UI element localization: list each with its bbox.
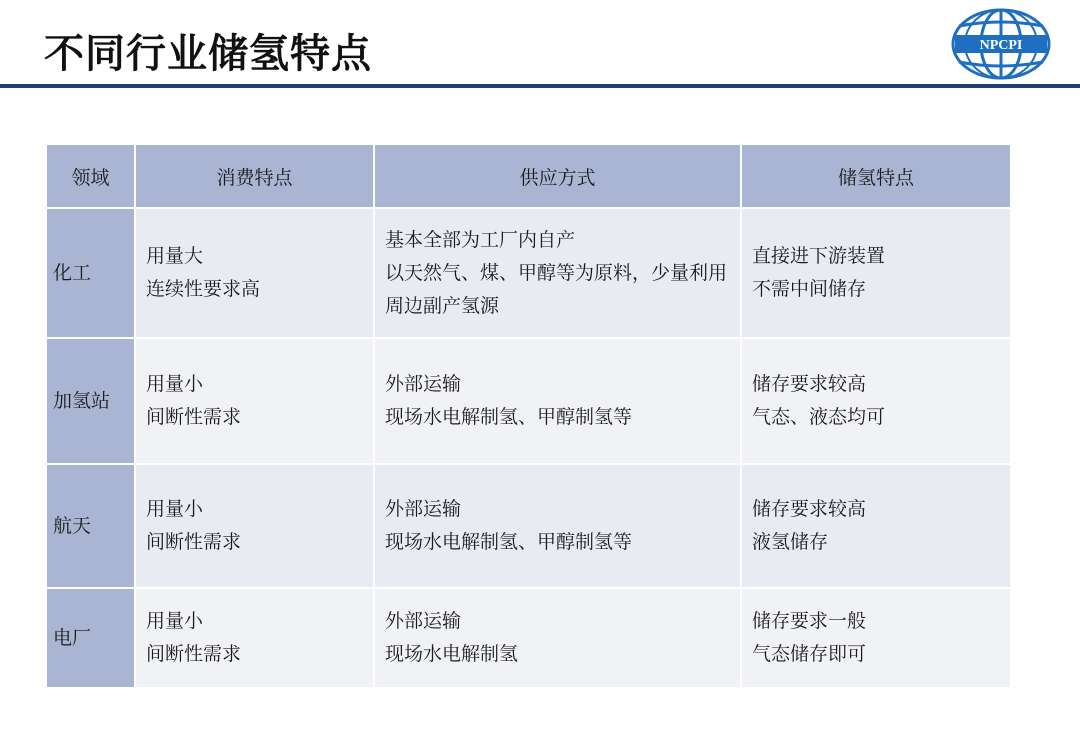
table-header-row	[46, 144, 1011, 208]
row-domain: 航天	[46, 464, 135, 588]
row-storage	[741, 338, 1011, 464]
cell-line: 以天然气、煤、甲醇等为原料，少量利用周边副产氢源	[385, 261, 728, 317]
cell-line: 气态、液态均可	[752, 406, 886, 428]
cell-line: 储存要求较高	[752, 498, 867, 520]
cell-line: 储存要求一般	[752, 610, 867, 632]
row-consumption	[135, 208, 374, 338]
cell-line: 储存要求较高	[752, 373, 867, 395]
cell-line: 用量大	[146, 245, 204, 267]
row-consumption	[135, 338, 374, 464]
cell-line: 液氢储存	[752, 531, 829, 553]
cell-line: 现场水电解制氢、甲醇制氢等	[385, 406, 633, 428]
header-storage: 储氢特点	[741, 144, 1011, 208]
table-row	[46, 588, 1011, 688]
row-supply	[374, 338, 741, 464]
title-divider	[0, 84, 1080, 88]
row-supply	[374, 588, 741, 688]
cell-line: 基本全部为工厂内自产	[385, 228, 576, 251]
cell-line: 现场水电解制氢、甲醇制氢等	[385, 531, 633, 553]
header-consumption: 消费特点	[135, 144, 374, 208]
row-consumption	[135, 464, 374, 588]
cell-line: 现场水电解制氢	[385, 643, 519, 665]
header-domain: 领域	[46, 144, 135, 208]
header-supply: 供应方式	[374, 144, 741, 208]
cell-line: 不需中间储存	[752, 278, 867, 300]
row-storage	[741, 464, 1011, 588]
globe-logo-icon	[951, 8, 1051, 80]
cell-line: 连续性要求高	[146, 278, 261, 300]
row-storage	[741, 588, 1011, 688]
row-supply	[374, 464, 741, 588]
cell-line: 外部运输	[385, 610, 462, 632]
cell-line: 用量小	[146, 373, 204, 395]
row-domain: 加氢站	[46, 338, 135, 464]
cell-line: 直接进下游装置	[752, 245, 886, 267]
hydrogen-storage-table	[45, 143, 1012, 689]
row-storage	[741, 208, 1011, 338]
cell-line: 外部运输	[385, 373, 462, 395]
logo-text: NPCPI	[979, 38, 1023, 53]
table-row	[46, 208, 1011, 338]
cell-line: 用量小	[146, 498, 204, 520]
table-row	[46, 338, 1011, 464]
table-row	[46, 464, 1011, 588]
row-domain: 化工	[46, 208, 135, 338]
cell-line: 外部运输	[385, 498, 462, 520]
cell-line: 用量小	[146, 610, 204, 632]
cell-line: 间断性需求	[146, 643, 242, 665]
row-consumption	[135, 588, 374, 688]
row-supply	[374, 208, 741, 338]
slide-title: 不同行业储氢特点	[44, 31, 372, 77]
row-domain: 电厂	[46, 588, 135, 688]
cell-line: 气态储存即可	[752, 643, 867, 665]
cell-line: 间断性需求	[146, 531, 242, 553]
cell-line: 间断性需求	[146, 406, 242, 428]
